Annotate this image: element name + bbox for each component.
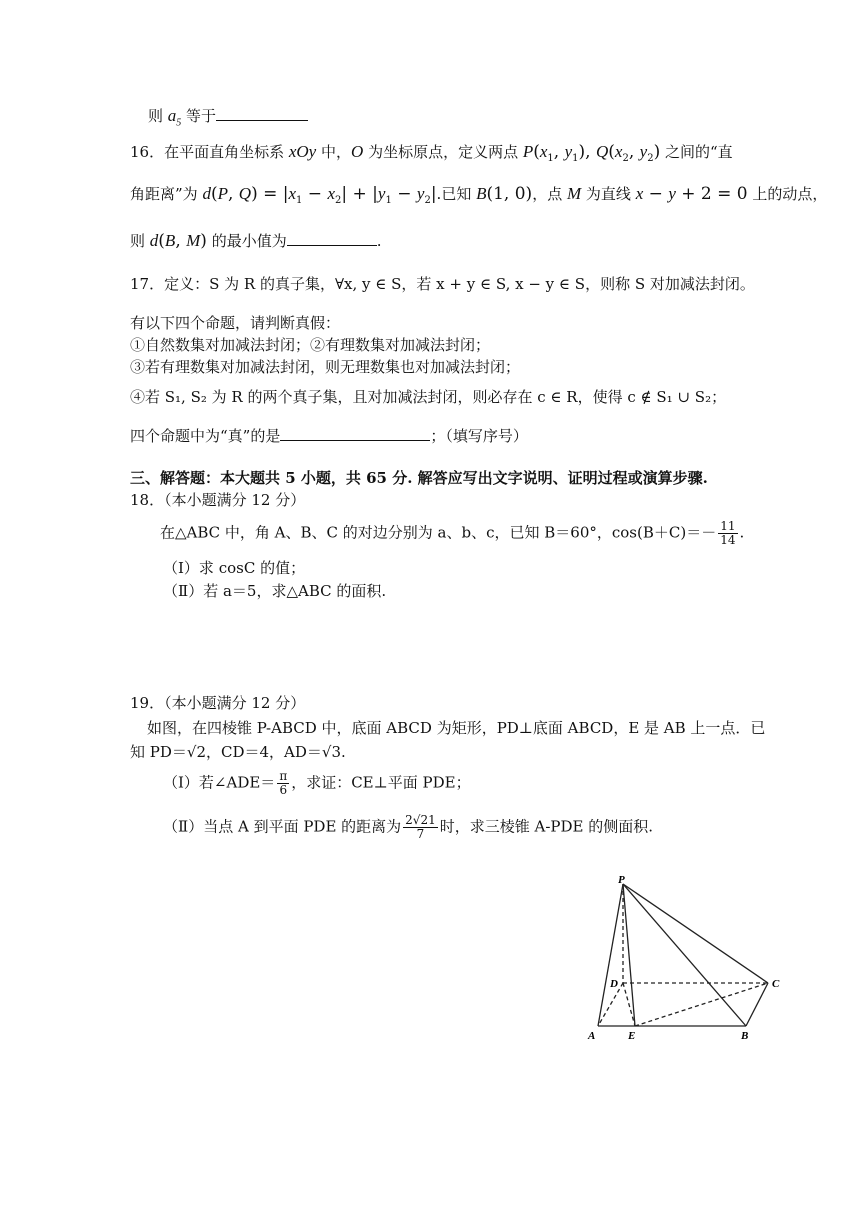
q19-part2 — [163, 814, 653, 841]
points-pq: P — [522, 142, 534, 161]
q19-p1-text: ，求证：CE⊥平面 PDE； — [291, 773, 471, 792]
q16-text: 上的动点， — [747, 185, 828, 203]
q18-part2: （Ⅱ）若 a＝5，求△ABC 的面积. — [163, 582, 387, 600]
label-e: E — [628, 1030, 636, 1042]
q16-text: . — [376, 232, 382, 250]
q18-stem-text: 在△ABC 中，角 A、B、C 的对边分别为 a、b、c，已知 B＝60°，cos(B＋C)＝－ — [160, 523, 717, 542]
frac-den: 6 — [279, 783, 288, 797]
q16-text: 角距离”为 — [130, 185, 203, 203]
q17-answer-blank[interactable] — [280, 424, 430, 441]
q18-stem-end: . — [739, 523, 745, 542]
q18-head: 18．（本小题满分 12 分） — [130, 491, 306, 509]
distance-formula: d — [202, 184, 211, 203]
label-b: B — [741, 1030, 749, 1042]
q16-text: 为直线 — [581, 185, 636, 203]
q16-text: ，点 — [532, 185, 567, 203]
q17-line4: ③若有理数集对加减法封闭，则无理数集也对加减法封闭； — [130, 358, 521, 376]
q19-part1 — [163, 770, 471, 797]
q19-p2-text: 时，求三棱锥 A-PDE 的侧面积. — [439, 817, 654, 836]
q15-prefix: 则 — [148, 107, 168, 125]
q17-text: ；（填写序号） — [430, 427, 528, 445]
q18-stem — [160, 520, 744, 547]
frac-num: 11 — [720, 519, 736, 533]
q18-fraction — [718, 520, 737, 547]
q16-text: 16．在平面直角坐标系 — [130, 143, 289, 161]
q17-line2: 有以下四个命题，请判断真假： — [130, 314, 341, 332]
q17-text: 四个命题中为“真”的是 — [130, 427, 281, 445]
q17-line5: ④若 S₁, S₂ 为 R 的两个真子集，且对加减法封闭，则必存在 c ∈ R，使得 c ∉ S₁ ∪ S₂； — [130, 388, 727, 406]
q16-text: 之间的“直 — [660, 143, 733, 161]
q17-line3: ①自然数集对加减法封闭；②有理数集对加减法封闭； — [130, 336, 491, 354]
q19-p2-text: （Ⅱ）当点 A 到平面 PDE 的距离为 — [163, 817, 402, 836]
q16-answer-blank[interactable] — [287, 229, 377, 246]
frac-den: 14 — [720, 533, 736, 547]
q16-text: 的最小值为 — [206, 232, 287, 250]
a5-symbol: $a_5$ — [167, 106, 182, 129]
q16-text: 则 — [130, 232, 150, 250]
q15-answer-blank[interactable] — [216, 104, 308, 121]
q16-line2: 角距离”为 d(P, $Q) = |x_1 - x_2| + |y_1 - y_2|$.已知 B(1, 0)，点 M 为直线 x − y + 2 = 0 上的动点， — [130, 184, 828, 206]
frac-den: 7 — [416, 827, 425, 841]
q16-text: 为坐标原点，定义两点 — [363, 143, 523, 161]
q15-suffix: 等于 — [181, 107, 217, 125]
label-p: P — [618, 876, 625, 886]
q19-stem2: 知 PD＝√2，CD＝4，AD＝√3. — [130, 743, 346, 761]
q16-line3: 则 d(B, M) 的最小值为 . — [130, 231, 382, 251]
pi-over-6 — [277, 770, 289, 797]
distance-fraction — [403, 814, 438, 841]
frac-num: 2√21 — [405, 813, 436, 827]
label-d: D — [610, 978, 618, 990]
q19-head: 19．（本小题满分 12 分） — [130, 694, 306, 712]
q19-stem1: 如图，在四棱锥 P-ABCD 中，底面 ABCD 为矩形，PD⊥底面 ABCD，E 是 AB 上一点．已 — [147, 719, 766, 737]
line-equation: x — [635, 184, 644, 203]
o-symbol: O — [351, 142, 364, 161]
q16-text: 中， — [316, 143, 352, 161]
q16-text: .已知 — [436, 185, 477, 203]
q17-line6 — [130, 424, 528, 446]
q15-tail — [148, 104, 308, 133]
pyramid-figure — [580, 876, 790, 1046]
label-a: A — [588, 1030, 596, 1042]
edge-pa — [598, 884, 623, 1026]
label-c: C — [772, 978, 780, 990]
dbm-symbol: d — [149, 231, 159, 250]
q16-line1: 16．在平面直角坐标系 xOy 中，O 为坐标原点，定义两点 $P(x_1$, $y_1$), $Q(x_2$, $y_2$) 之间的“直 — [130, 142, 733, 164]
q18-part1: （Ⅰ）求 cosC 的值； — [163, 559, 306, 577]
edge-ec — [635, 983, 768, 1026]
point-b: B — [476, 184, 487, 203]
q19-p1-text: （Ⅰ）若∠ADE＝ — [163, 773, 276, 792]
q17-line1: 17．定义：S 为 R 的真子集，∀x, y ∈ S，若 x + y ∈ S, x − y ∈ S，则称 S 对加减法封闭。 — [130, 275, 755, 293]
section3-heading: 三、解答题：本大题共 5 小题，共 65 分. 解答应写出文字说明、证明过程或演算步骤. — [130, 469, 708, 487]
point-m: M — [566, 184, 582, 203]
xoy-symbol: xOy — [288, 142, 317, 161]
frac-num: π — [279, 769, 288, 783]
